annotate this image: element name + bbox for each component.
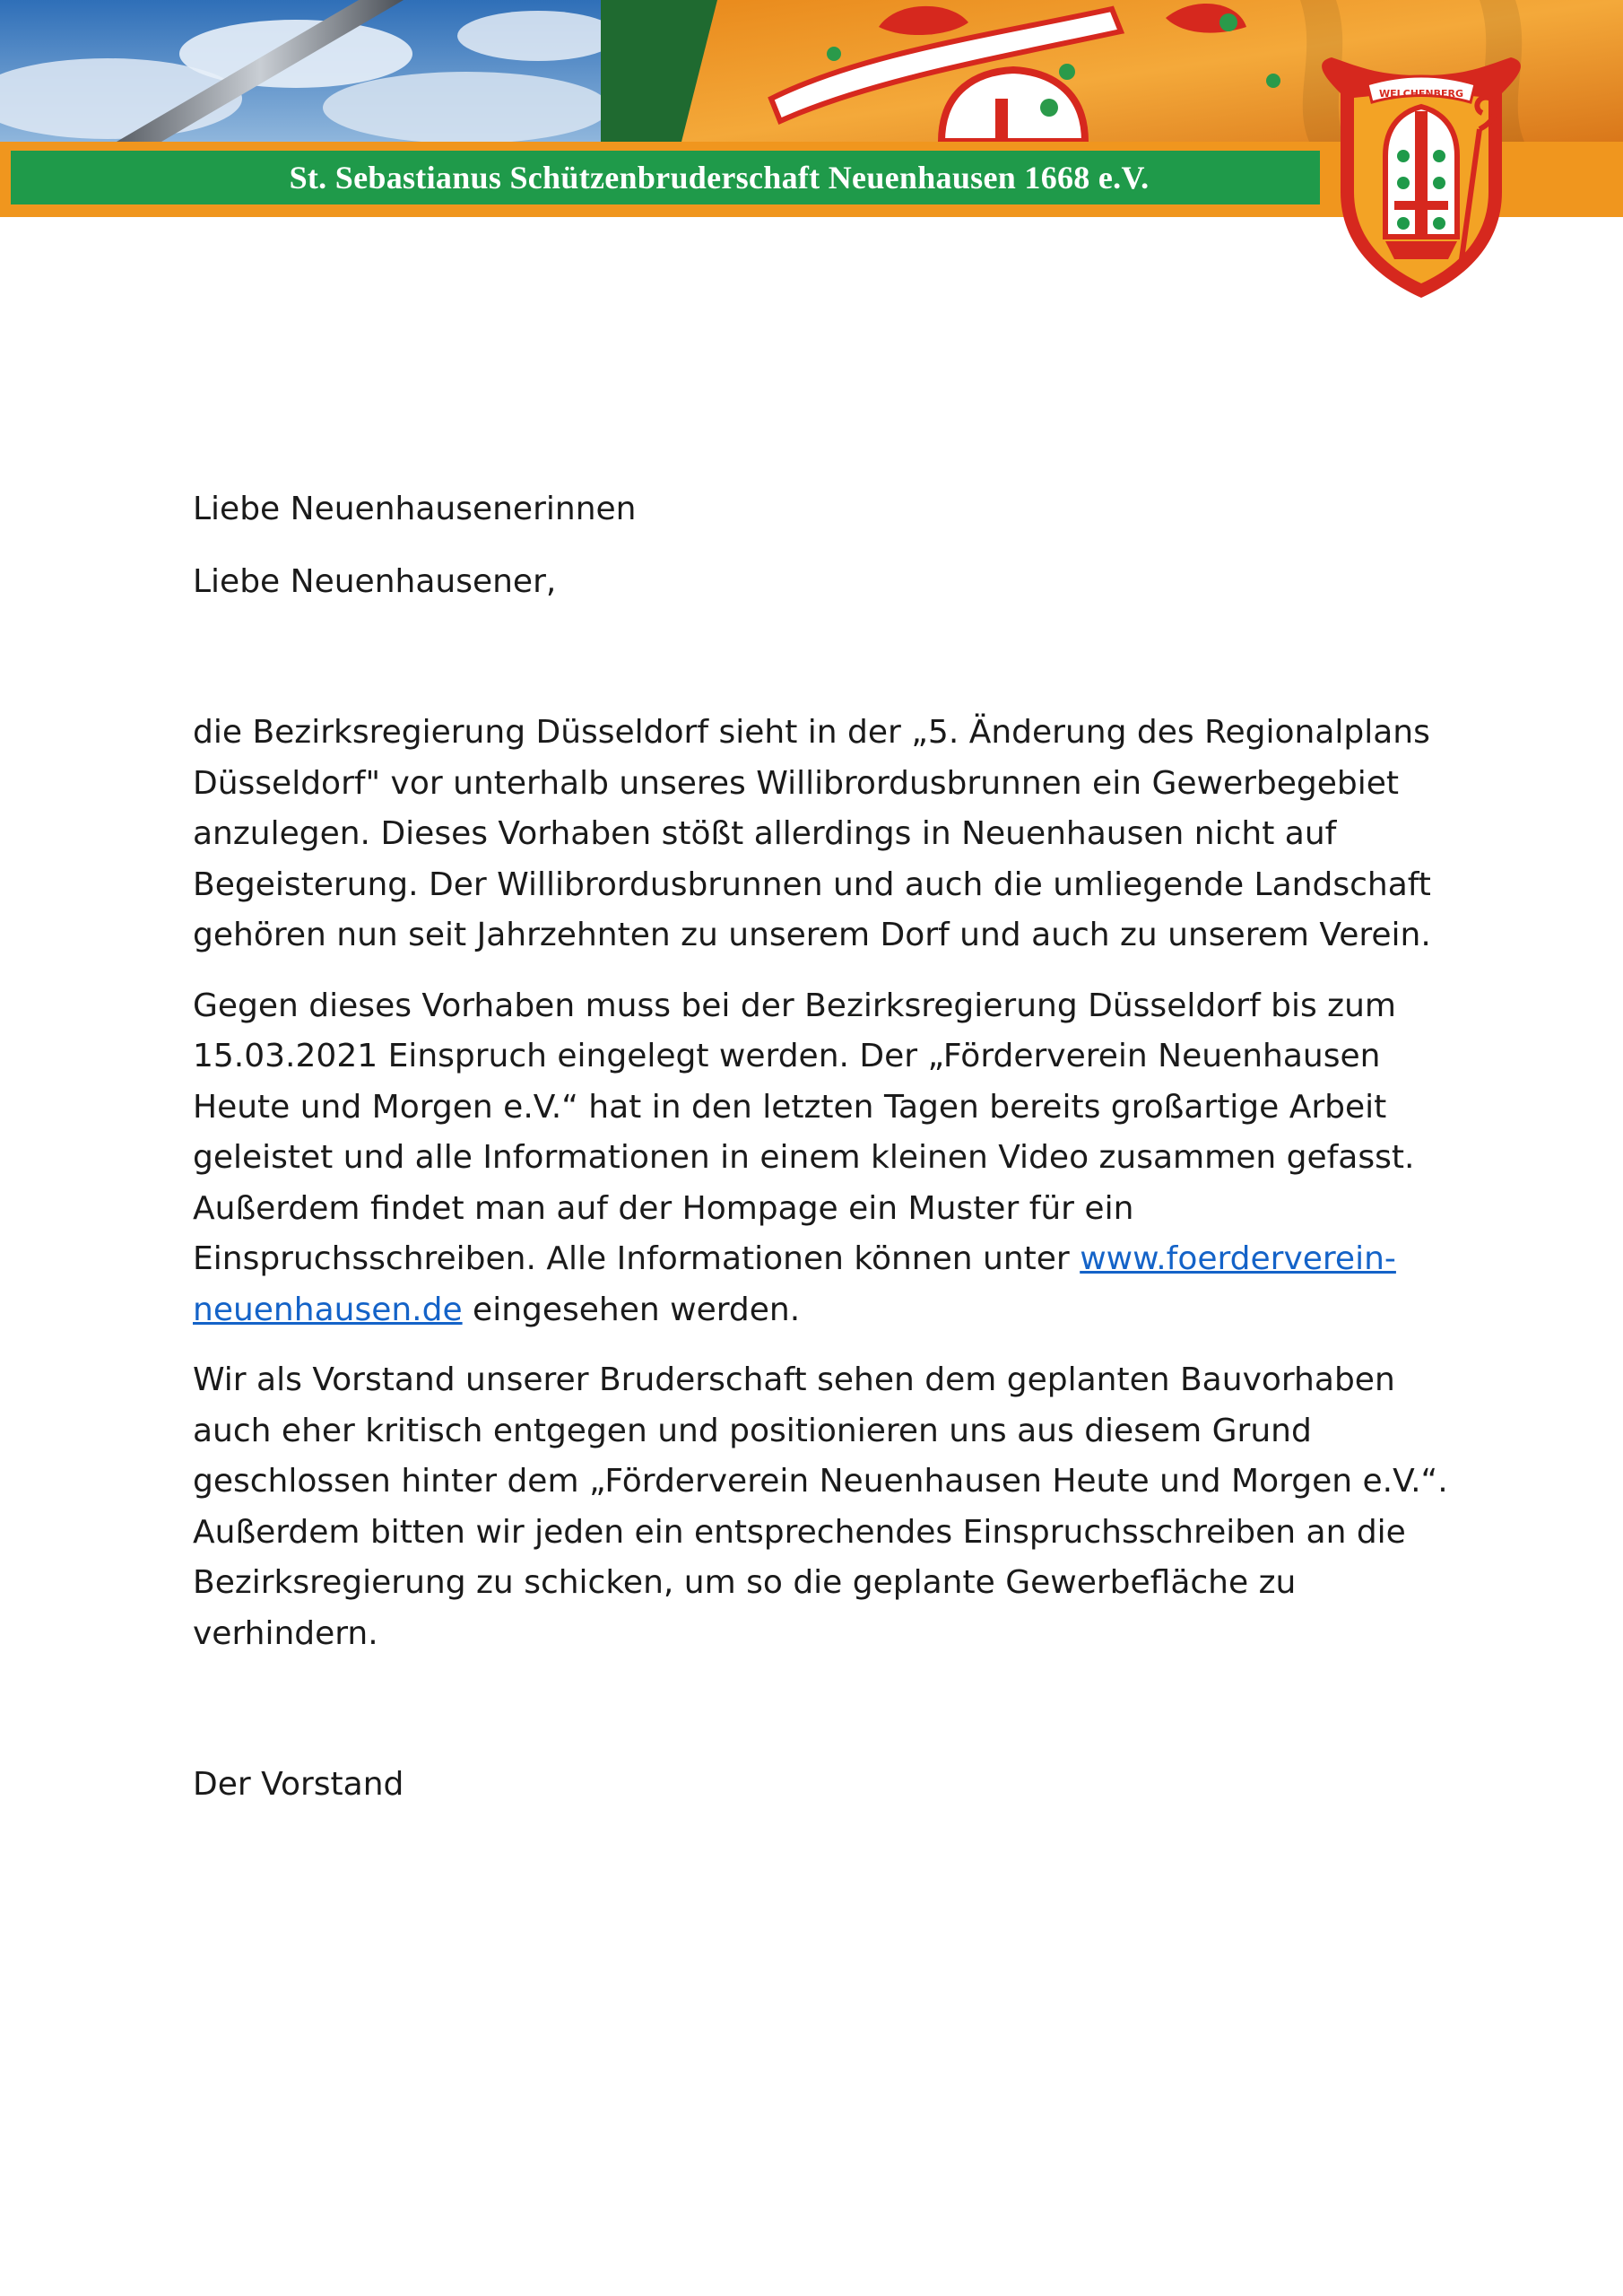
salutation-line-2: Liebe Neuenhausener,	[193, 562, 557, 600]
coat-of-arms-icon	[1305, 57, 1538, 300]
letterhead-banner	[0, 0, 1623, 220]
letter-body	[193, 484, 1448, 1811]
paragraph-2-tail: eingesehen werden.	[462, 1291, 801, 1328]
header-title-bar	[11, 151, 1320, 204]
signature: Der Vorstand	[193, 1766, 404, 1803]
crest-label: WELCHENBERG	[1378, 88, 1464, 100]
foerderverein-website-link[interactable]: www.foerderverein-neuenhausen.de	[193, 1240, 1396, 1328]
paragraph-3: Wir als Vorstand unserer Bruderschaft sehen dem geplanten Bauvorhaben auch eher kritisch entgegen und positionieren uns aus diesem Grund geschlossen hinter dem „Förderverein Neuenhausen Heute und Morgen e.V.“. Außerdem bitten wir jeden ein entsprechendes Einspruchsschreiben an die Bezirksregierung zu schicken, um so die geplante Gewerbefläche zu verhindern.	[193, 1361, 1448, 1652]
paragraph-2	[193, 981, 1448, 1336]
salutation-line-1: Liebe Neuenhausenerinnen	[193, 491, 637, 527]
organization-title: St. Sebastianus Schützenbruderschaft Neuenhausen 1668 e.V.	[289, 160, 1150, 196]
paragraph-1: die Bezirksregierung Düsseldorf sieht in der „5. Änderung des Regionalplans Düsseldorf" vor unterhalb unseres Willibrordusbrunnen ein Gewerbegebiet anzulegen. Dieses Vorhaben stößt allerdings in Neuenhausen nicht auf Begeisterung. Der Willibrordusbrunnen und auch die umliegende Landschaft gehören nun seit Jahrzehnten zu unserem Dorf und auch zu unserem Verein.	[193, 714, 1431, 953]
paragraph-2-text: Gegen dieses Vorhaben muss bei der Bezirksregierung Düsseldorf bis zum 15.03.2021 Einspruch eingelegt werden. Der „Förderverein Neuenhausen Heute und Morgen e.V.“ hat in den letzten Tagen bereits großartige Arbeit geleistet und alle Informationen in einem kleinen Video zusammen gefasst. Außerdem findet man auf der Hompage ein Muster für ein Einspruchsschreiben. Alle Informationen können unter	[193, 987, 1415, 1277]
